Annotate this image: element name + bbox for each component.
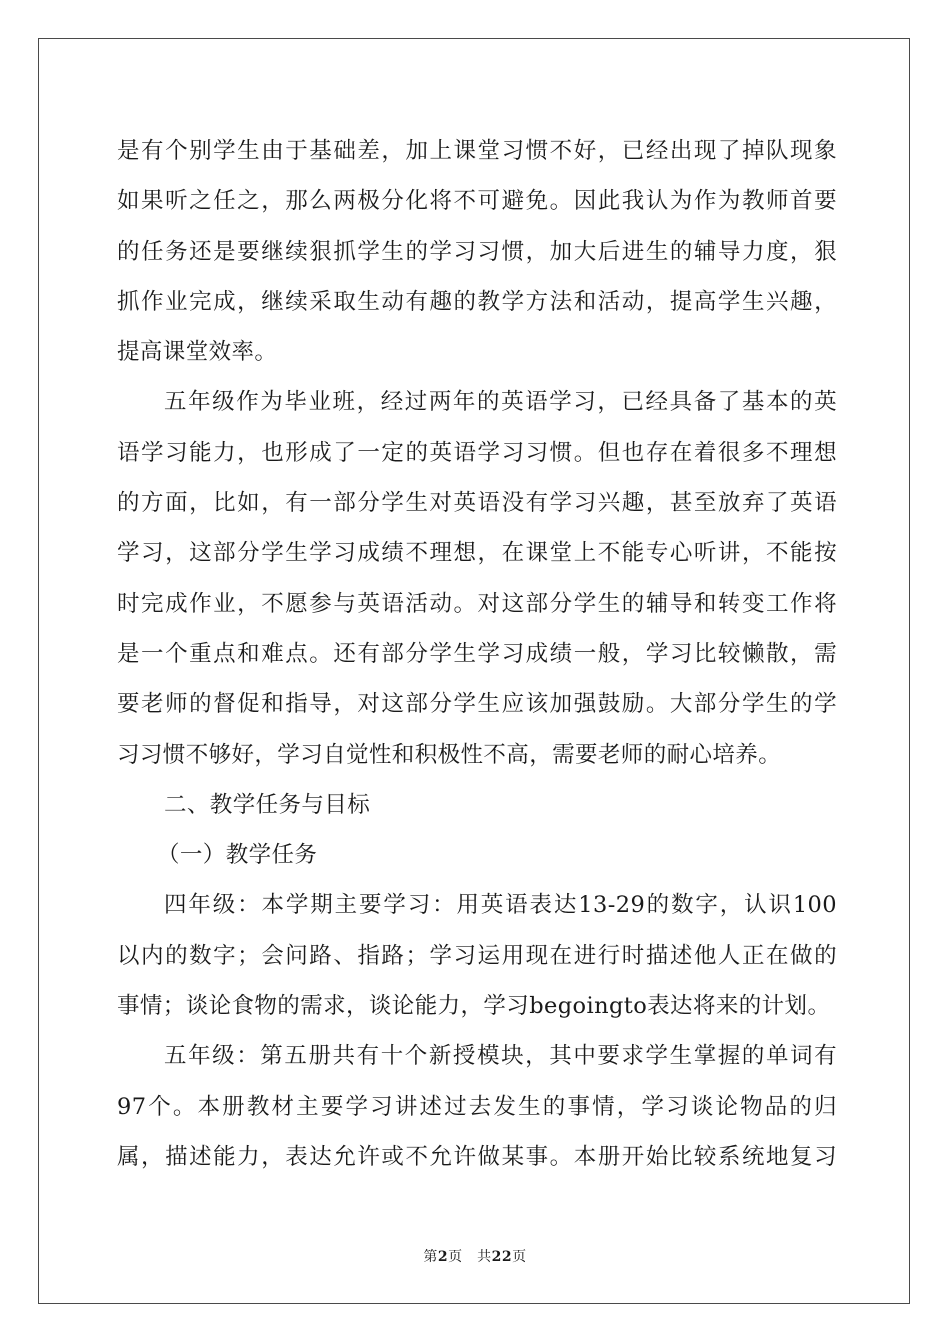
paragraph-start-line: 五年级作为毕业班，经过两年的英语学习，已经具备了基本的英 xyxy=(164,389,837,416)
text-line: 是有个别学生由于基础差，加上课堂习惯不好，已经出现了掉队现象 xyxy=(117,138,837,164)
text-line: 要老师的督促和指导，对这部分学生应该加强鼓励。大部分学生的学 xyxy=(117,691,837,718)
text-line: 如果听之任之，那么两极分化将不可避免。因此我认为作为教师首要 xyxy=(117,188,837,215)
text-line: 时完成作业，不愿参与英语活动。对这部分学生的辅导和转变工作将 xyxy=(117,590,837,617)
text-line: 语学习能力，也形成了一定的英语学习习惯。但也存在着很多不理想 xyxy=(117,439,837,466)
text-line: 事情；谈论食物的需求，谈论能力，学习begoingto表达将来的计划。 xyxy=(117,993,831,1020)
text-line: 的方面，比如，有一部分学生对英语没有学习兴趣，甚至放弃了英语 xyxy=(117,490,837,517)
page-suffix: 页 xyxy=(512,1249,527,1265)
page-mid-text: 页 共 xyxy=(448,1249,492,1265)
text-line: 学习，这部分学生学习成绩不理想，在课堂上不能专心听讲，不能按 xyxy=(117,540,837,567)
text-line: 属，描述能力，表达允许或不允许做某事。本册开始比较系统地复习 xyxy=(117,1143,837,1170)
section-heading: 二、教学任务与目标 xyxy=(164,791,371,818)
paragraph-start-line: 四年级：本学期主要学习：用英语表达13-29的数字，认识100 xyxy=(164,892,837,919)
page-total-number: 22 xyxy=(491,1249,513,1265)
text-line: 习习惯不够好，学习自觉性和积极性不高，需要老师的耐心培养。 xyxy=(117,741,782,768)
page-footer xyxy=(0,1246,950,1266)
text-line: 是一个重点和难点。还有部分学生学习成绩一般，学习比较懒散，需 xyxy=(117,640,837,667)
paragraph-start-line: 五年级：第五册共有十个新授模块，其中要求学生掌握的单词有 xyxy=(164,1043,837,1070)
text-line: 抓作业完成，继续采取生动有趣的教学方法和活动，提高学生兴趣， xyxy=(117,288,837,315)
page-current-number: 2 xyxy=(437,1249,449,1265)
text-line: 97个。本册教材主要学习讲述过去发生的事情，学习谈论物品的归 xyxy=(117,1093,837,1120)
page-prefix: 第 xyxy=(423,1249,438,1265)
document-body xyxy=(117,126,837,1182)
text-line: 以内的数字；会问路、指路；学习运用现在进行时描述他人正在做的 xyxy=(117,942,837,969)
subsection-heading: （一）教学任务 xyxy=(157,842,318,869)
text-line: 提高课堂效率。 xyxy=(117,339,278,366)
text-line: 的任务还是要继续狠抓学生的学习习惯，加大后进生的辅导力度，狠 xyxy=(117,238,837,265)
